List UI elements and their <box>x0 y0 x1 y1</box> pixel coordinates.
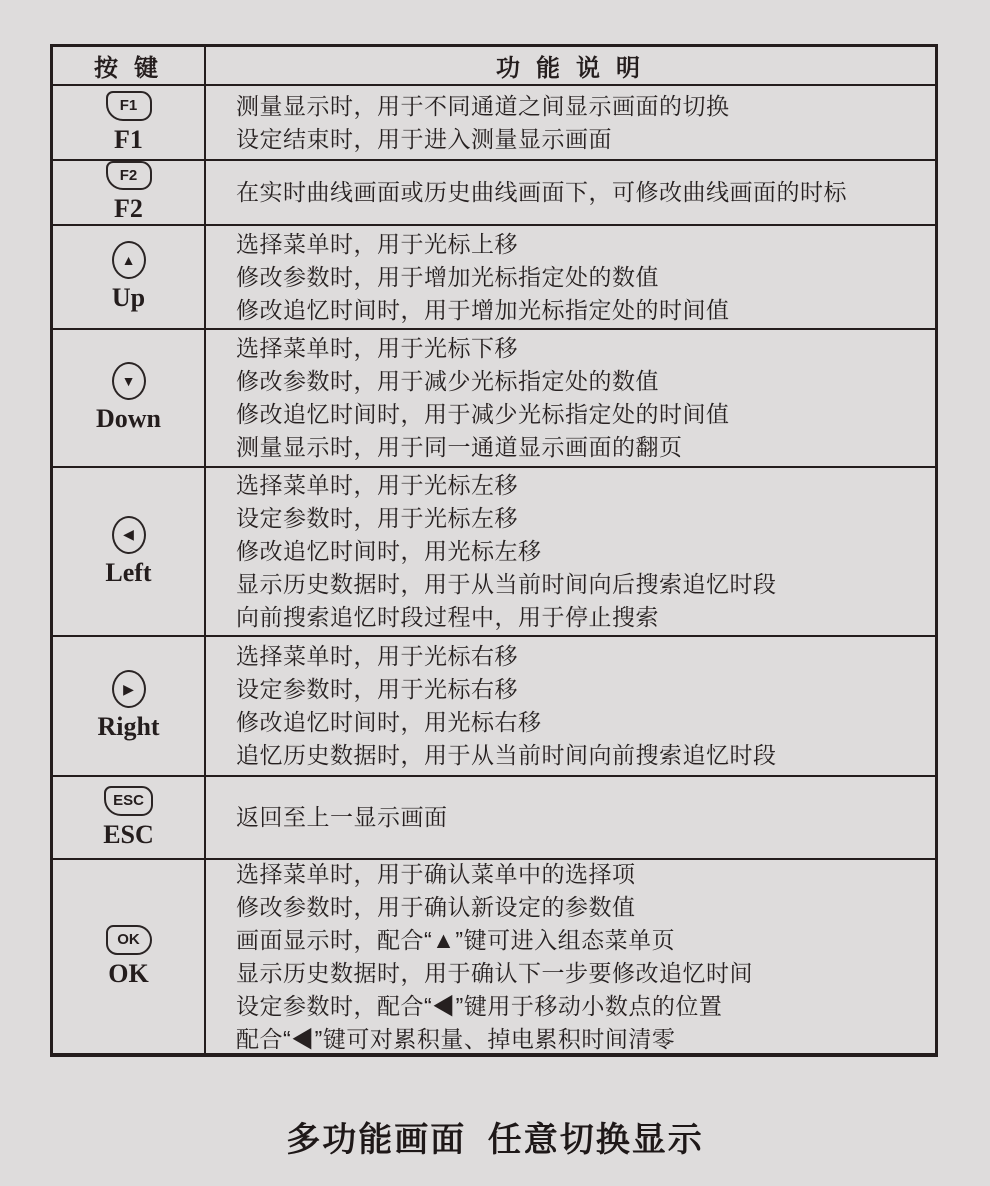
key-label-left: Left <box>105 557 152 587</box>
key-cell-f2 <box>53 161 206 224</box>
key-cell-up <box>53 226 206 328</box>
desc-line: 追忆历史数据时，用于从当前时间向前搜索追忆时段 <box>236 742 777 768</box>
desc-line: 修改追忆时间时，用光标左移 <box>236 538 542 564</box>
key-label-down: Down <box>95 404 161 434</box>
table-row-right <box>53 635 935 775</box>
down-arrow-icon: ▼ <box>112 362 146 400</box>
desc-line: 测量显示时，用于不同通道之间显示画面的切换 <box>236 92 730 119</box>
desc-line: 修改追忆时间时，用于减少光标指定处的时间值 <box>236 401 730 427</box>
desc-cell-up <box>206 226 935 328</box>
table-row-down <box>53 328 935 466</box>
desc-line: 修改参数时，用于确认新设定的参数值 <box>236 893 636 920</box>
desc-cell-right <box>206 637 935 775</box>
table-row-up <box>53 224 935 328</box>
key-label-up: Up <box>111 283 146 313</box>
desc-cell-left <box>206 468 935 635</box>
desc-line: 选择菜单时，用于光标右移 <box>236 643 518 669</box>
desc-line: 在实时曲线画面或历史曲线画面下，可修改曲线画面的时标 <box>236 179 847 205</box>
key-label-esc: ESC <box>103 819 154 849</box>
esc-key-icon: ESC <box>104 786 153 816</box>
desc-cell-f2 <box>206 161 935 224</box>
desc-line: 设定参数时，配合“◀”键用于移动小数点的位置 <box>236 992 723 1019</box>
key-cell-esc <box>53 777 206 858</box>
key-cell-ok <box>53 860 206 1053</box>
f1-key-icon: F1 <box>106 91 152 121</box>
ok-key-icon: OK <box>106 925 152 955</box>
table-header-row <box>53 47 935 84</box>
desc-line: 返回至上一显示画面 <box>236 804 448 830</box>
desc-line: 选择菜单时，用于光标下移 <box>236 335 518 361</box>
table-row-esc <box>53 775 935 858</box>
desc-line: 修改参数时，用于减少光标指定处的数值 <box>236 368 659 394</box>
header-desc-cell <box>206 47 935 84</box>
key-cell-right <box>53 637 206 775</box>
left-arrow-icon: ◀ <box>112 516 146 554</box>
right-arrow-icon: ▶ <box>112 670 146 708</box>
page-caption: 多功能画面 任意切换显示 <box>286 1121 704 1159</box>
desc-line: 选择菜单时，用于确认菜单中的选择项 <box>236 860 636 887</box>
desc-line: 设定参数时，用于光标右移 <box>236 676 518 702</box>
key-cell-left <box>53 468 206 635</box>
desc-line: 选择菜单时，用于光标上移 <box>236 230 518 257</box>
key-label-f2: F2 <box>114 194 143 224</box>
desc-cell-esc <box>206 777 935 858</box>
table-row-left <box>53 466 935 635</box>
desc-line: 画面显示时，配合“▲”键可进入组态菜单页 <box>236 926 676 953</box>
key-cell-f1 <box>53 86 206 159</box>
f2-key-icon: F2 <box>106 161 152 190</box>
desc-line: 修改追忆时间时，用于增加光标指定处的时间值 <box>236 296 730 323</box>
desc-line: 设定参数时，用于光标左移 <box>236 505 518 531</box>
desc-line: 修改参数时，用于增加光标指定处的数值 <box>236 263 659 290</box>
header-desc-label: 功 能 说 明 <box>496 56 645 82</box>
desc-cell-down <box>206 330 935 466</box>
desc-line: 修改追忆时间时，用光标右移 <box>236 709 542 735</box>
header-key-cell <box>53 47 206 84</box>
table-row-f1 <box>53 84 935 159</box>
desc-line: 显示历史数据时，用于从当前时间向后搜索追忆时段 <box>236 571 777 597</box>
table-row-ok <box>53 858 935 1053</box>
key-label-f1: F1 <box>114 124 143 154</box>
table-row-f2 <box>53 159 935 224</box>
desc-line: 测量显示时，用于同一通道显示画面的翻页 <box>236 434 683 460</box>
up-arrow-icon: ▲ <box>112 241 146 279</box>
desc-line: 显示历史数据时，用于确认下一步要修改追忆时间 <box>236 959 753 986</box>
key-cell-down <box>53 330 206 466</box>
desc-line: 选择菜单时，用于光标左移 <box>236 472 518 498</box>
desc-cell-f1 <box>206 86 935 159</box>
header-key-label: 按 键 <box>94 56 163 82</box>
key-label-ok: OK <box>108 958 149 988</box>
desc-line: 配合“◀”键可对累积量、掉电累积时间清零 <box>236 1025 676 1052</box>
desc-cell-ok <box>206 860 935 1053</box>
key-label-right: Right <box>97 712 160 742</box>
function-key-table <box>50 44 938 1057</box>
desc-line: 设定结束时，用于进入测量显示画面 <box>236 125 612 152</box>
desc-line: 向前搜索追忆时段过程中，用于停止搜索 <box>236 604 659 630</box>
